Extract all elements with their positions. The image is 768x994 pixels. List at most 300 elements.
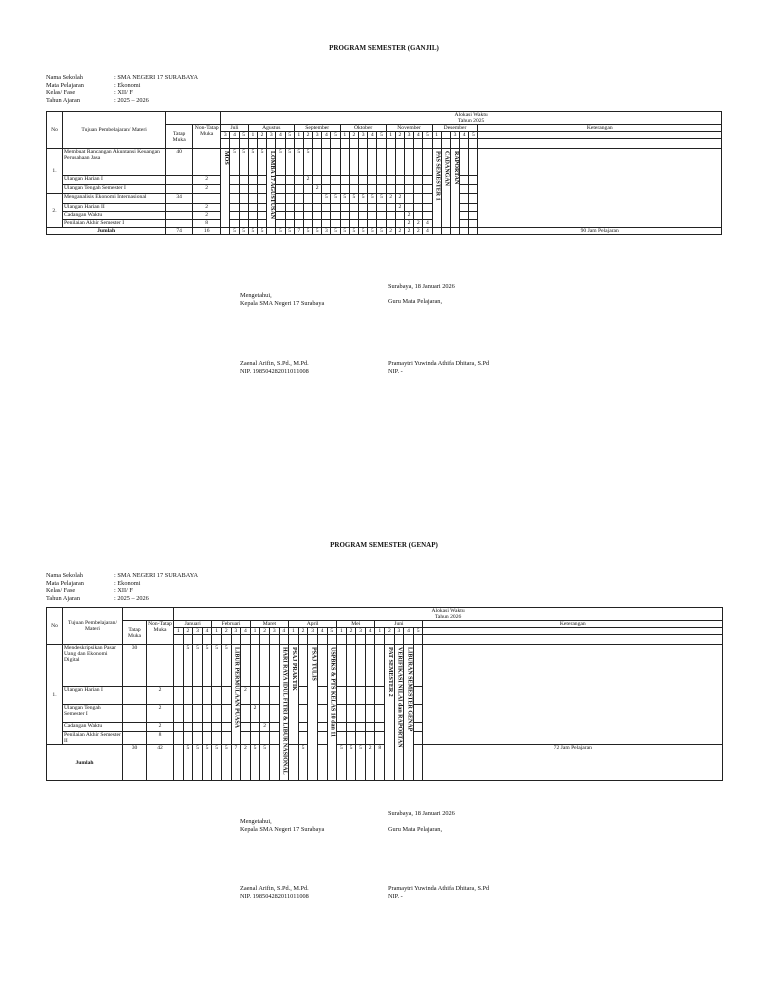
remarks-header: Keterangan bbox=[423, 621, 723, 628]
remarks-blank bbox=[423, 628, 723, 635]
week-hours bbox=[414, 194, 423, 204]
week-hours bbox=[317, 645, 327, 687]
week-hours bbox=[331, 149, 340, 176]
week-hours bbox=[368, 176, 377, 185]
objective-text: Ulangan Tengah Semester I bbox=[63, 705, 123, 723]
month-header: September bbox=[294, 125, 340, 132]
week-hours: 5 bbox=[202, 645, 212, 687]
week-hours bbox=[346, 705, 356, 723]
week-hours bbox=[276, 220, 285, 228]
week-hours bbox=[346, 723, 356, 732]
week-hours bbox=[260, 732, 270, 745]
week-hours bbox=[395, 176, 404, 185]
week-number: 3 bbox=[356, 628, 366, 635]
libur-genap-label-text: LIBURAN SEMESTER GENAP bbox=[406, 647, 413, 732]
week-hours bbox=[346, 687, 356, 705]
non-face-to-face-hours bbox=[193, 194, 221, 204]
week-hours bbox=[460, 212, 469, 220]
week-number: 5 bbox=[423, 132, 432, 139]
week-hours bbox=[230, 185, 239, 194]
week-hours bbox=[365, 645, 375, 687]
info-key: Mata Pelajaran bbox=[46, 81, 84, 89]
week-hours bbox=[368, 185, 377, 194]
week-number: 4 bbox=[460, 132, 469, 139]
week-hours bbox=[349, 149, 358, 176]
week-hours bbox=[322, 149, 331, 176]
week-hours bbox=[294, 194, 303, 204]
week-hours bbox=[337, 645, 347, 687]
week-hours bbox=[414, 176, 423, 185]
week-hours: 2 bbox=[241, 687, 251, 705]
total-week-hours: 5 bbox=[298, 745, 308, 781]
info-value: : XII/ F bbox=[114, 89, 133, 97]
face-to-face-header: Tatap Muka bbox=[166, 125, 193, 149]
total-week-hours bbox=[221, 228, 230, 235]
row-number: 2. bbox=[47, 194, 63, 228]
week-hours bbox=[248, 194, 257, 204]
week-hours bbox=[221, 687, 231, 705]
row-number: 1. bbox=[47, 645, 63, 745]
week-hours bbox=[193, 732, 203, 745]
week-number: 2 bbox=[385, 628, 395, 635]
ganjil-title: PROGRAM SEMESTER (GANJIL) bbox=[329, 44, 439, 52]
week-hours bbox=[322, 204, 331, 212]
info-value: : SMA NEGERI 17 SURABAYA bbox=[114, 74, 199, 81]
week-hours bbox=[303, 204, 312, 212]
total-week-hours: 8 bbox=[375, 745, 385, 781]
week-number: 4 bbox=[230, 132, 239, 139]
genap-principal-block bbox=[240, 818, 324, 833]
week-hours bbox=[460, 220, 469, 228]
week-hours bbox=[298, 723, 308, 732]
header-spacer-cell bbox=[313, 139, 322, 149]
week-hours bbox=[248, 185, 257, 194]
total-week-hours bbox=[441, 228, 450, 235]
total-week-hours: 5 bbox=[221, 745, 231, 781]
pas-label-text: PAS SEMESTER 1 bbox=[434, 151, 441, 201]
week-hours bbox=[349, 212, 358, 220]
week-hours bbox=[346, 645, 356, 687]
week-hours bbox=[395, 212, 404, 220]
week-number: 3 bbox=[450, 132, 459, 139]
info-key: Kelas/ Fase bbox=[46, 89, 76, 97]
allocation-label: Alokasi Waktu bbox=[454, 112, 488, 118]
objective-text: Ulangan Harian I bbox=[63, 687, 123, 705]
week-hours bbox=[356, 687, 366, 705]
total-week-hours: 3 bbox=[322, 228, 331, 235]
week-hours bbox=[221, 732, 231, 745]
info-value: : 2025 – 2026 bbox=[114, 594, 149, 602]
psaj-praktik-label-text: PSAJ PRAKTIK bbox=[291, 647, 298, 691]
week-number: 2 bbox=[221, 628, 231, 635]
header-spacer-cell bbox=[386, 139, 395, 149]
week-hours bbox=[337, 732, 347, 745]
week-hours bbox=[269, 723, 279, 732]
info-value: : XII/ F bbox=[114, 587, 133, 595]
header-spacer-cell bbox=[322, 139, 331, 149]
header-spacer-cell bbox=[202, 635, 212, 645]
week-hours bbox=[331, 176, 340, 185]
week-number: 4 bbox=[414, 132, 423, 139]
non-face-to-face-hours: 2 bbox=[193, 212, 221, 220]
teacher-nip: NIP. - bbox=[388, 892, 403, 900]
week-number: 5 bbox=[239, 132, 248, 139]
week-hours bbox=[377, 176, 386, 185]
total-week-hours: 5 bbox=[349, 228, 358, 235]
week-hours bbox=[298, 705, 308, 723]
objective-text: Ulangan Harian II bbox=[63, 204, 166, 212]
total-week-hours: 5 bbox=[257, 228, 266, 235]
header-spacer-cell bbox=[423, 139, 432, 149]
header-spacer-cell bbox=[257, 139, 266, 149]
week-hours bbox=[193, 687, 203, 705]
week-number: 2 bbox=[183, 628, 193, 635]
week-hours bbox=[257, 204, 266, 212]
week-hours bbox=[174, 687, 184, 705]
psaj-tulis-label-text: PSAJ TULIS bbox=[310, 647, 317, 681]
week-hours: 5 bbox=[349, 194, 358, 204]
week-hours bbox=[239, 204, 248, 212]
total-non-face-to-face: 16 bbox=[193, 228, 221, 235]
week-hours bbox=[331, 212, 340, 220]
week-hours bbox=[331, 185, 340, 194]
week-hours bbox=[313, 220, 322, 228]
week-hours bbox=[202, 705, 212, 723]
week-hours bbox=[460, 176, 469, 185]
no-header: No bbox=[47, 608, 63, 645]
total-week-hours bbox=[289, 745, 299, 781]
month-header-row bbox=[47, 621, 723, 628]
header-blank bbox=[123, 608, 174, 621]
face-to-face-hours bbox=[166, 212, 193, 220]
week-hours bbox=[340, 204, 349, 212]
total-week-hours bbox=[469, 228, 478, 235]
week-hours bbox=[365, 732, 375, 745]
week-number: 2 bbox=[298, 628, 308, 635]
week-number bbox=[441, 132, 450, 139]
week-hours bbox=[404, 185, 413, 194]
week-hours bbox=[368, 212, 377, 220]
week-hours bbox=[212, 705, 222, 723]
total-face-to-face: 74 bbox=[166, 228, 193, 235]
header-spacer-cell bbox=[221, 635, 231, 645]
week-hours bbox=[346, 732, 356, 745]
objective-text: Ulangan Tengah Semester I bbox=[63, 185, 166, 194]
week-hours bbox=[183, 687, 193, 705]
principal-nip: NIP. 198504282011011008 bbox=[240, 892, 309, 900]
week-hours bbox=[294, 212, 303, 220]
week-hours bbox=[248, 220, 257, 228]
week-hours bbox=[174, 705, 184, 723]
week-hours bbox=[395, 185, 404, 194]
week-hours bbox=[423, 204, 432, 212]
week-hours bbox=[250, 645, 260, 687]
week-hours bbox=[469, 176, 478, 185]
objective-text: Cadangan Waktu bbox=[63, 723, 123, 732]
principal-name: Zaenal Arifin, S.Pd., M.Pd. bbox=[240, 885, 309, 892]
header-spacer-cell bbox=[289, 635, 299, 645]
week-hours bbox=[469, 149, 478, 176]
week-hours bbox=[174, 723, 184, 732]
week-hours bbox=[386, 176, 395, 185]
week-hours bbox=[230, 204, 239, 212]
total-week-hours bbox=[317, 745, 327, 781]
header-spacer-cell bbox=[294, 139, 303, 149]
month-header: Agustus bbox=[248, 125, 294, 132]
week-hours bbox=[340, 149, 349, 176]
header-spacer-cell bbox=[303, 139, 312, 149]
week-hours bbox=[359, 176, 368, 185]
header-spacer-cell bbox=[450, 139, 459, 149]
header-spacer-cell bbox=[279, 635, 289, 645]
objective-text: Membuat Rancangan Akuntansi Keuangan Perusahaan Jasa bbox=[63, 149, 166, 176]
week-hours bbox=[269, 705, 279, 723]
non-face-to-face-hours: 2 bbox=[193, 176, 221, 185]
remarks-header: Keterangan bbox=[478, 125, 722, 132]
header-spacer-cell bbox=[413, 635, 423, 645]
remarks-cell bbox=[478, 149, 722, 228]
week-number: 3 bbox=[269, 628, 279, 635]
week-number: 4 bbox=[322, 132, 331, 139]
week-number: 4 bbox=[404, 628, 414, 635]
week-number: 4 bbox=[241, 628, 251, 635]
objective-text: Penilaian Akhir Semester I bbox=[63, 220, 166, 228]
week-hours bbox=[193, 723, 203, 732]
cadangan-label bbox=[441, 149, 450, 228]
week-hours bbox=[349, 185, 358, 194]
week-number: 5 bbox=[377, 132, 386, 139]
week-hours bbox=[377, 212, 386, 220]
genap-schedule-table bbox=[46, 607, 723, 781]
year-label: Tahun 2026 bbox=[434, 614, 462, 620]
week-hours bbox=[250, 687, 260, 705]
libur-genap-label bbox=[404, 645, 414, 781]
header-spacer-cell bbox=[250, 635, 260, 645]
header-spacer-cell bbox=[404, 635, 414, 645]
week-hours bbox=[460, 194, 469, 204]
mos-label bbox=[221, 149, 230, 228]
header-spacer-cell bbox=[298, 635, 308, 645]
week-hours: 2 bbox=[313, 185, 322, 194]
week-hours bbox=[239, 212, 248, 220]
total-week-hours bbox=[269, 745, 279, 781]
raportan-label bbox=[450, 149, 459, 228]
objective-text: Menganalisis Ekonomi Internasional bbox=[63, 194, 166, 204]
total-week-hours bbox=[174, 745, 184, 781]
week-hours bbox=[257, 185, 266, 194]
week-hours bbox=[340, 176, 349, 185]
week-hours bbox=[294, 185, 303, 194]
week-hours bbox=[469, 204, 478, 212]
week-hours bbox=[294, 220, 303, 228]
week-number: 1 bbox=[174, 628, 184, 635]
month-header: April bbox=[289, 621, 337, 628]
teacher-title: Guru Mata Pelajaran, bbox=[388, 825, 443, 833]
week-hours: 5 bbox=[340, 194, 349, 204]
week-hours bbox=[413, 705, 423, 723]
face-to-face-hours bbox=[166, 185, 193, 194]
week-number: 4 bbox=[365, 628, 375, 635]
week-hours bbox=[174, 645, 184, 687]
libur-puasa-label-text: LIBUR PERMULAAN PUASA bbox=[233, 647, 240, 729]
week-number: 1 bbox=[289, 628, 299, 635]
week-hours bbox=[386, 185, 395, 194]
week-hours: 5 bbox=[193, 645, 203, 687]
week-number: 1 bbox=[337, 628, 347, 635]
week-hours: 5 bbox=[303, 149, 312, 176]
week-number: 2 bbox=[257, 132, 266, 139]
total-week-hours: 5 bbox=[368, 228, 377, 235]
header-spacer-cell bbox=[423, 635, 723, 645]
week-hours bbox=[269, 732, 279, 745]
header-blank bbox=[166, 112, 221, 125]
week-hours bbox=[250, 732, 260, 745]
week-number: 5 bbox=[285, 132, 294, 139]
week-hours bbox=[212, 723, 222, 732]
week-hours bbox=[317, 687, 327, 705]
month-header: Maret bbox=[250, 621, 288, 628]
total-week-hours: 5 bbox=[193, 745, 203, 781]
month-header: Oktober bbox=[340, 125, 386, 132]
verifikasi-label-text: VERIFIKASI NILAI dan RAPORTAN bbox=[396, 647, 403, 748]
teacher-title: Guru Mata Pelajaran, bbox=[388, 298, 443, 306]
week-hours: 5 bbox=[221, 645, 231, 687]
table-row bbox=[47, 149, 722, 176]
week-hours bbox=[313, 212, 322, 220]
week-hours bbox=[423, 212, 432, 220]
week-hours: 5 bbox=[322, 194, 331, 204]
week-hours bbox=[241, 723, 251, 732]
header-spacer-cell bbox=[331, 139, 340, 149]
week-hours bbox=[469, 212, 478, 220]
week-hours bbox=[294, 176, 303, 185]
week-hours bbox=[285, 220, 294, 228]
week-hours bbox=[303, 185, 312, 194]
month-header: Juni bbox=[375, 621, 423, 628]
week-hours bbox=[356, 732, 366, 745]
week-hours bbox=[322, 185, 331, 194]
week-hours: 5 bbox=[183, 645, 193, 687]
month-header: Juli bbox=[221, 125, 249, 132]
total-week-hours bbox=[267, 228, 276, 235]
week-hours: 2 bbox=[386, 194, 395, 204]
libur-puasa-label bbox=[231, 645, 241, 745]
week-hours bbox=[303, 220, 312, 228]
cadangan-label-text: CADANGAN bbox=[443, 151, 450, 186]
total-week-hours bbox=[450, 228, 459, 235]
header-spacer-cell bbox=[349, 139, 358, 149]
week-hours bbox=[359, 204, 368, 212]
objective-text: Mendeskripsikan Pasar Uang dan Ekonomi Digital bbox=[63, 645, 123, 687]
ganjil-teacher-block bbox=[388, 283, 455, 306]
week-number: 1 bbox=[248, 132, 257, 139]
week-hours bbox=[340, 220, 349, 228]
week-number: 5 bbox=[469, 132, 478, 139]
header-spacer-cell bbox=[365, 635, 375, 645]
week-hours bbox=[221, 723, 231, 732]
non-face-to-face-hours: 8 bbox=[147, 732, 174, 745]
header-spacer-cell bbox=[269, 635, 279, 645]
non-face-to-face-hours: 2 bbox=[147, 705, 174, 723]
week-hours: 5 bbox=[230, 149, 239, 176]
non-face-to-face-hours: 8 bbox=[193, 220, 221, 228]
week-hours bbox=[248, 212, 257, 220]
objective-header: Tujuan Pembelajaran/ Materi bbox=[63, 608, 123, 645]
week-hours bbox=[331, 220, 340, 228]
header-spacer-cell bbox=[469, 139, 478, 149]
week-hours: 5 bbox=[285, 149, 294, 176]
ganjil-teacher-signature bbox=[388, 360, 489, 375]
lomba-label-text: LOMBA 17 AGUSTUSAN bbox=[269, 151, 276, 220]
header-spacer-cell bbox=[356, 635, 366, 645]
total-week-hours: 5 bbox=[346, 745, 356, 781]
total-week-hours: 5 bbox=[359, 228, 368, 235]
header-spacer-cell bbox=[441, 139, 450, 149]
total-week-hours: 5 bbox=[239, 228, 248, 235]
mos-label-text: MOS bbox=[223, 151, 230, 165]
week-hours bbox=[241, 732, 251, 745]
non-face-to-face-hours: 2 bbox=[147, 723, 174, 732]
week-hours bbox=[174, 732, 184, 745]
week-number: 1 bbox=[432, 132, 441, 139]
week-hours bbox=[340, 185, 349, 194]
week-hours bbox=[359, 185, 368, 194]
face-to-face-header: Tatap Muka bbox=[123, 621, 147, 645]
header-spacer-cell bbox=[174, 635, 184, 645]
total-week-hours: 5 bbox=[303, 228, 312, 235]
week-hours bbox=[248, 176, 257, 185]
week-number: 3 bbox=[308, 628, 318, 635]
week-hours bbox=[250, 723, 260, 732]
total-week-hours: 5 bbox=[377, 228, 386, 235]
week-hours bbox=[202, 723, 212, 732]
header-spacer-cell bbox=[276, 139, 285, 149]
total-week-hours: 5 bbox=[340, 228, 349, 235]
week-number: 4 bbox=[368, 132, 377, 139]
week-number: 4 bbox=[279, 628, 289, 635]
week-hours bbox=[368, 220, 377, 228]
week-hours bbox=[303, 212, 312, 220]
week-hours bbox=[285, 204, 294, 212]
ganjil-principal-signature bbox=[240, 360, 309, 375]
month-header: Februari bbox=[212, 621, 250, 628]
week-hours bbox=[340, 212, 349, 220]
week-hours: 4 bbox=[423, 220, 432, 228]
remarks-cell bbox=[423, 645, 723, 745]
week-hours bbox=[331, 204, 340, 212]
total-week-hours: 5 bbox=[248, 228, 257, 235]
ganjil-principal-block bbox=[240, 292, 324, 307]
total-week-hours: 2 bbox=[395, 228, 404, 235]
week-hours bbox=[469, 185, 478, 194]
week-hours bbox=[356, 723, 366, 732]
week-hours bbox=[239, 185, 248, 194]
year-label: Tahun 2025 bbox=[457, 118, 485, 124]
uspbks-label bbox=[327, 645, 337, 781]
header-spacer-cell bbox=[231, 635, 241, 645]
face-to-face-hours: 30 bbox=[123, 645, 147, 687]
week-number: 3 bbox=[404, 132, 413, 139]
face-to-face-hours bbox=[123, 732, 147, 745]
total-week-hours: 5 bbox=[230, 228, 239, 235]
header-spacer-cell bbox=[385, 635, 395, 645]
week-hours bbox=[202, 732, 212, 745]
week-hours bbox=[276, 176, 285, 185]
allocation-header bbox=[174, 608, 723, 621]
total-week-hours: 5 bbox=[285, 228, 294, 235]
ganjil-school-info bbox=[46, 74, 198, 104]
week-hours bbox=[460, 185, 469, 194]
